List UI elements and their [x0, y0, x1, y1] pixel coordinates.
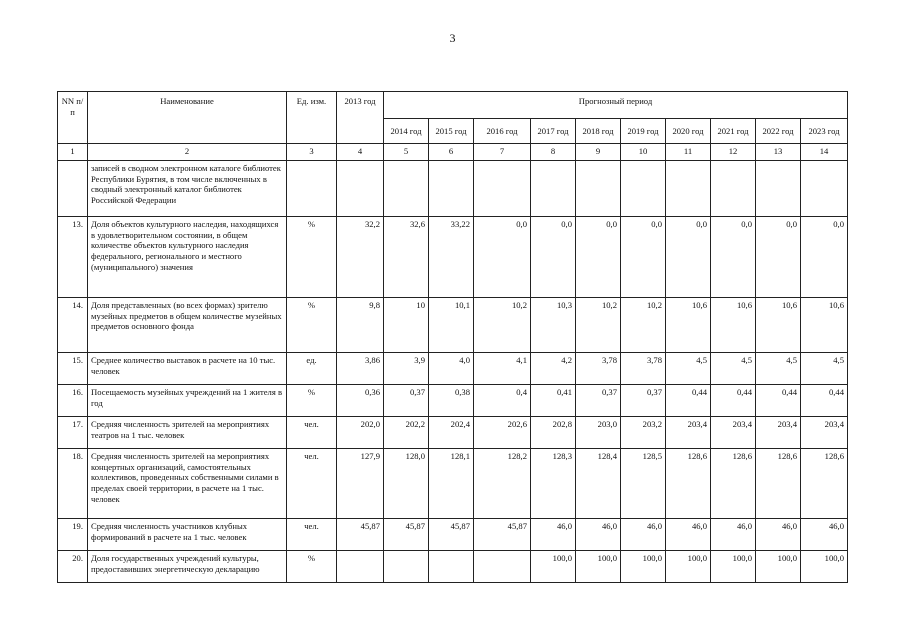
- value-cell: 0,38: [429, 385, 474, 417]
- value-cell: 100,0: [666, 551, 711, 583]
- value-cell: 202,0: [337, 417, 384, 449]
- header-year: 2021 год: [711, 119, 756, 144]
- value-cell: 32,2: [337, 217, 384, 298]
- value-cell: 10: [384, 298, 429, 353]
- table-row: [58, 217, 848, 298]
- column-index-cell: 6: [429, 144, 474, 161]
- value-cell: 0,0: [576, 217, 621, 298]
- value-cell: 46,0: [666, 519, 711, 551]
- value-cell: 128,3: [531, 449, 576, 519]
- column-index-cell: 1: [58, 144, 88, 161]
- table-row: [58, 161, 848, 217]
- value-cell: 0,37: [621, 385, 666, 417]
- value-cell: [474, 161, 531, 217]
- value-cell: 45,87: [429, 519, 474, 551]
- row-number: 15.: [58, 353, 88, 385]
- indicator-name: Средняя численность зрителей на мероприятиях театров на 1 тыс. человек: [88, 417, 287, 449]
- column-index-cell: 4: [337, 144, 384, 161]
- value-cell: 45,87: [474, 519, 531, 551]
- value-cell: [474, 551, 531, 583]
- header-year: 2022 год: [756, 119, 801, 144]
- value-cell: 46,0: [621, 519, 666, 551]
- indicator-unit: ед.: [287, 353, 337, 385]
- table-row: [58, 519, 848, 551]
- value-cell: 10,2: [621, 298, 666, 353]
- indicator-name: Среднее количество выставок в расчете на 10 тыс. человек: [88, 353, 287, 385]
- column-index-cell: 12: [711, 144, 756, 161]
- header-no: NN п/п: [58, 92, 88, 144]
- value-cell: 202,4: [429, 417, 474, 449]
- value-cell: 3,78: [576, 353, 621, 385]
- value-cell: 100,0: [621, 551, 666, 583]
- value-cell: 4,0: [429, 353, 474, 385]
- value-cell: 9,8: [337, 298, 384, 353]
- value-cell: 45,87: [384, 519, 429, 551]
- row-number: 17.: [58, 417, 88, 449]
- row-number: [58, 161, 88, 217]
- value-cell: 0,0: [801, 217, 848, 298]
- indicator-unit: [287, 161, 337, 217]
- value-cell: 46,0: [756, 519, 801, 551]
- value-cell: 0,44: [756, 385, 801, 417]
- value-cell: 33,22: [429, 217, 474, 298]
- value-cell: 203,4: [801, 417, 848, 449]
- value-cell: 202,8: [531, 417, 576, 449]
- column-index-cell: 2: [88, 144, 287, 161]
- value-cell: [429, 551, 474, 583]
- value-cell: 0,44: [801, 385, 848, 417]
- indicator-unit: чел.: [287, 417, 337, 449]
- value-cell: 4,5: [666, 353, 711, 385]
- value-cell: [666, 161, 711, 217]
- value-cell: 0,0: [531, 217, 576, 298]
- value-cell: 10,2: [474, 298, 531, 353]
- value-cell: [576, 161, 621, 217]
- value-cell: 10,3: [531, 298, 576, 353]
- column-index-cell: 14: [801, 144, 848, 161]
- row-number: 18.: [58, 449, 88, 519]
- header-forecast: Прогнозный период: [384, 92, 848, 119]
- value-cell: [756, 161, 801, 217]
- column-index-cell: 3: [287, 144, 337, 161]
- header-year: 2014 год: [384, 119, 429, 144]
- indicator-unit: %: [287, 551, 337, 583]
- table-row: [58, 449, 848, 519]
- column-index-cell: 11: [666, 144, 711, 161]
- value-cell: 128,0: [384, 449, 429, 519]
- value-cell: 46,0: [801, 519, 848, 551]
- table-row: [58, 551, 848, 583]
- row-number: 16.: [58, 385, 88, 417]
- row-number: 13.: [58, 217, 88, 298]
- value-cell: 46,0: [576, 519, 621, 551]
- value-cell: 203,0: [576, 417, 621, 449]
- value-cell: 100,0: [576, 551, 621, 583]
- value-cell: 0,0: [756, 217, 801, 298]
- header-unit: Ед. изм.: [287, 92, 337, 144]
- column-index-cell: 7: [474, 144, 531, 161]
- value-cell: 128,5: [621, 449, 666, 519]
- value-cell: 128,6: [666, 449, 711, 519]
- value-cell: 128,4: [576, 449, 621, 519]
- value-cell: [621, 161, 666, 217]
- indicator-name: Посещаемость музейных учреждений на 1 жителя в год: [88, 385, 287, 417]
- value-cell: 10,1: [429, 298, 474, 353]
- value-cell: [429, 161, 474, 217]
- indicator-name: Доля государственных учреждений культуры, предоставивших энергетическую декларацию: [88, 551, 287, 583]
- value-cell: 203,2: [621, 417, 666, 449]
- value-cell: 10,6: [756, 298, 801, 353]
- value-cell: 100,0: [756, 551, 801, 583]
- indicator-unit: %: [287, 298, 337, 353]
- row-number: 19.: [58, 519, 88, 551]
- value-cell: [711, 161, 756, 217]
- value-cell: 3,78: [621, 353, 666, 385]
- header-year: 2020 год: [666, 119, 711, 144]
- table-row: [58, 298, 848, 353]
- value-cell: 10,6: [801, 298, 848, 353]
- column-index-cell: 5: [384, 144, 429, 161]
- value-cell: 127,9: [337, 449, 384, 519]
- value-cell: 203,4: [756, 417, 801, 449]
- header-year: 2017 год: [531, 119, 576, 144]
- value-cell: 128,6: [756, 449, 801, 519]
- value-cell: 0,41: [531, 385, 576, 417]
- value-cell: 0,37: [384, 385, 429, 417]
- value-cell: [801, 161, 848, 217]
- value-cell: 10,6: [711, 298, 756, 353]
- indicators-table: [57, 91, 848, 583]
- row-number: 14.: [58, 298, 88, 353]
- header-year: 2018 год: [576, 119, 621, 144]
- value-cell: 128,1: [429, 449, 474, 519]
- indicator-name: Средняя численность участников клубных формирований в расчете на 1 тыс. человек: [88, 519, 287, 551]
- value-cell: [384, 161, 429, 217]
- value-cell: 0,0: [474, 217, 531, 298]
- value-cell: 45,87: [337, 519, 384, 551]
- value-cell: 203,4: [666, 417, 711, 449]
- table-row: [58, 385, 848, 417]
- row-number: 20.: [58, 551, 88, 583]
- value-cell: 0,36: [337, 385, 384, 417]
- header-base-year: 2013 год: [337, 92, 384, 144]
- indicator-unit: чел.: [287, 519, 337, 551]
- value-cell: [337, 551, 384, 583]
- value-cell: 100,0: [531, 551, 576, 583]
- value-cell: 4,5: [756, 353, 801, 385]
- value-cell: 0,0: [621, 217, 666, 298]
- value-cell: 4,5: [801, 353, 848, 385]
- value-cell: [531, 161, 576, 217]
- value-cell: 3,9: [384, 353, 429, 385]
- value-cell: 0,44: [666, 385, 711, 417]
- header-year: 2019 год: [621, 119, 666, 144]
- value-cell: 128,6: [801, 449, 848, 519]
- indicator-unit: %: [287, 217, 337, 298]
- value-cell: 46,0: [531, 519, 576, 551]
- page-number: 3: [449, 31, 456, 45]
- value-cell: 203,4: [711, 417, 756, 449]
- column-index-cell: 9: [576, 144, 621, 161]
- value-cell: 202,6: [474, 417, 531, 449]
- value-cell: 3,86: [337, 353, 384, 385]
- column-index-cell: 13: [756, 144, 801, 161]
- value-cell: 0,4: [474, 385, 531, 417]
- value-cell: 0,44: [711, 385, 756, 417]
- value-cell: 10,2: [576, 298, 621, 353]
- indicator-name: Доля представленных (во всех формах) зрителю музейных предметов в общем количестве музейных предметов основного фонда: [88, 298, 287, 353]
- column-index-cell: 10: [621, 144, 666, 161]
- value-cell: 202,2: [384, 417, 429, 449]
- value-cell: 0,0: [711, 217, 756, 298]
- value-cell: 4,1: [474, 353, 531, 385]
- indicator-name: записей в сводном электронном каталоге библиотек Республики Бурятия, в том числе включенных в сводный электронный каталог библиотек Российской Федерации: [88, 161, 287, 217]
- indicator-unit: чел.: [287, 449, 337, 519]
- value-cell: 128,6: [711, 449, 756, 519]
- value-cell: 100,0: [801, 551, 848, 583]
- column-index-cell: 8: [531, 144, 576, 161]
- value-cell: 0,37: [576, 385, 621, 417]
- value-cell: [384, 551, 429, 583]
- value-cell: 10,6: [666, 298, 711, 353]
- header-year: 2016 год: [474, 119, 531, 144]
- value-cell: 4,2: [531, 353, 576, 385]
- value-cell: 32,6: [384, 217, 429, 298]
- indicator-name: Средняя численность зрителей на мероприятиях концертных организаций, самостоятельных коллективов, проведенных собственными силами в пределах своей территории, в расчете на 1 тыс. человек: [88, 449, 287, 519]
- header-year: 2015 год: [429, 119, 474, 144]
- table-row: [58, 417, 848, 449]
- value-cell: 128,2: [474, 449, 531, 519]
- value-cell: 46,0: [711, 519, 756, 551]
- value-cell: 100,0: [711, 551, 756, 583]
- value-cell: [337, 161, 384, 217]
- table-row: [58, 353, 848, 385]
- indicator-name: Доля объектов культурного наследия, находящихся в удовлетворительном состоянии, в общем количестве объектов культурного наследия федерального, регионального и местного (муниципального) значения: [88, 217, 287, 298]
- indicator-unit: %: [287, 385, 337, 417]
- value-cell: 4,5: [711, 353, 756, 385]
- value-cell: 0,0: [666, 217, 711, 298]
- header-name: Наименование: [88, 92, 287, 144]
- header-year: 2023 год: [801, 119, 848, 144]
